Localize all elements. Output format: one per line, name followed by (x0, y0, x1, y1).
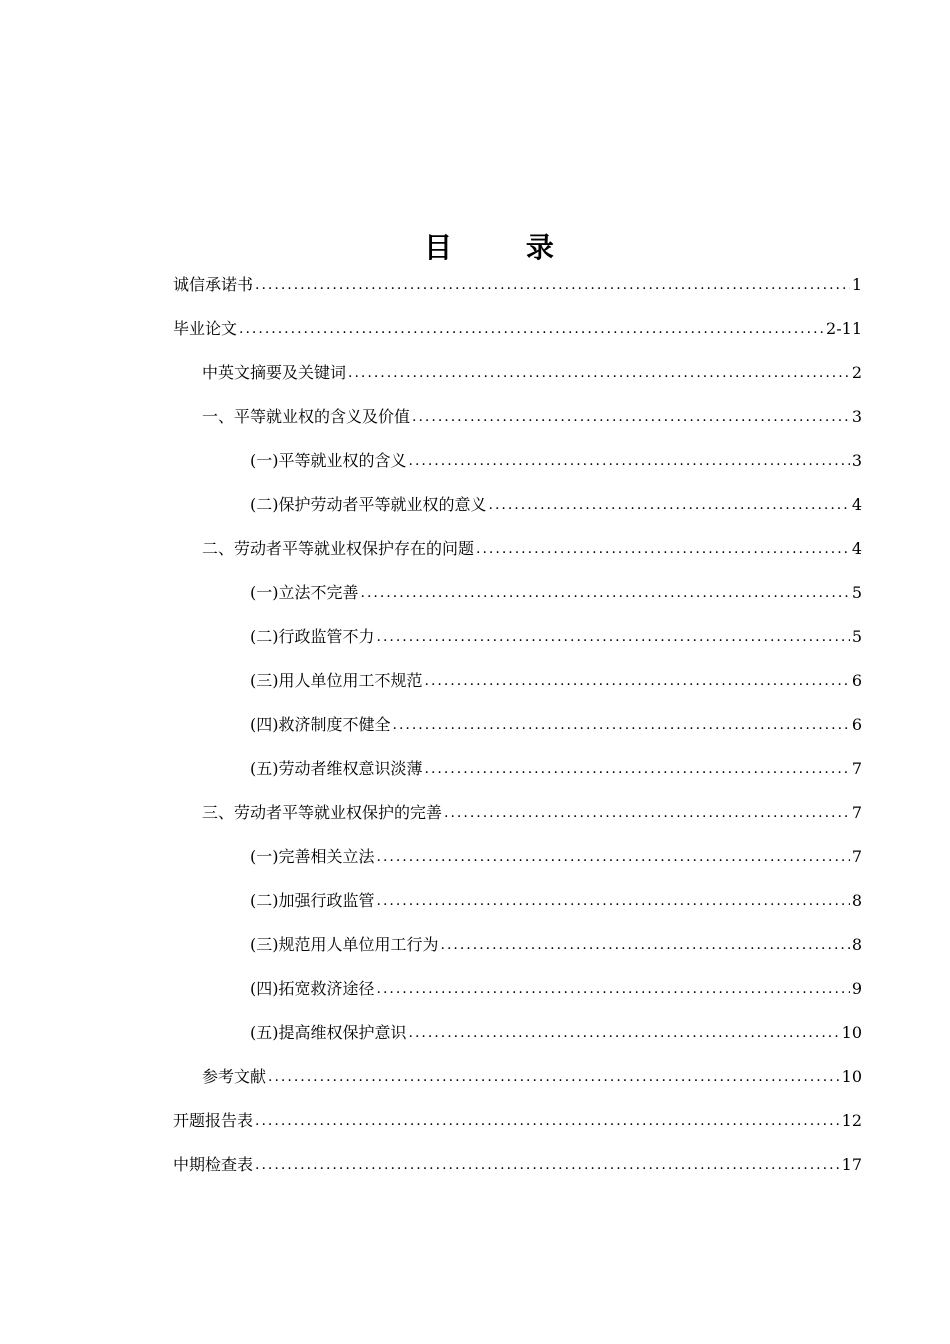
toc-leader-dots (377, 974, 850, 1004)
toc-entry[interactable] (250, 666, 862, 696)
toc-entry-label: 中期检查表 (173, 1155, 254, 1174)
toc-leader-dots (409, 1018, 840, 1048)
toc-entry-label: 诚信承诺书 (173, 275, 254, 294)
toc-entry[interactable] (250, 842, 862, 872)
toc-leader-dots (377, 622, 850, 652)
toc-entry[interactable] (250, 446, 862, 476)
toc-leader-dots (412, 402, 850, 432)
toc-entry-label: (一)立法不完善 (250, 583, 359, 602)
toc-title: 目 录 (424, 231, 586, 264)
toc-entry-label: (五)劳动者维权意识淡薄 (250, 759, 423, 778)
toc-entry[interactable] (250, 710, 862, 740)
toc-entry-page: 6 (851, 671, 862, 690)
toc-leader-dots (268, 1062, 840, 1092)
toc-entry-label: 毕业论文 (173, 319, 238, 338)
toc-entry-label: (一)完善相关立法 (250, 847, 375, 866)
toc-entry-page: 2-11 (826, 319, 862, 338)
toc-entry[interactable] (250, 886, 862, 916)
toc-entry-page: 7 (851, 759, 862, 778)
toc-entry-page: 17 (841, 1155, 862, 1174)
toc-entry[interactable] (173, 314, 862, 344)
toc-entry[interactable] (250, 490, 862, 520)
toc-entry[interactable] (173, 1150, 862, 1180)
toc-leader-dots (255, 1150, 840, 1180)
toc-entry-label: (二)加强行政监管 (250, 891, 375, 910)
toc-leader-dots (255, 1106, 840, 1136)
toc-entry-page: 5 (851, 583, 862, 602)
toc-leader-dots (348, 358, 850, 388)
toc-leader-dots (377, 842, 850, 872)
toc-entry[interactable] (173, 1106, 862, 1136)
toc-entry-label: (四)救济制度不健全 (250, 715, 391, 734)
toc-entry-label: 三、劳动者平等就业权保护的完善 (202, 803, 443, 822)
toc-entry[interactable] (250, 930, 862, 960)
toc-entry-page: 9 (851, 979, 862, 998)
toc-entry[interactable] (250, 1018, 862, 1048)
toc-entry-label: 开题报告表 (173, 1111, 254, 1130)
toc-entry-page: 7 (851, 803, 862, 822)
toc-entry-label: (二)保护劳动者平等就业权的意义 (250, 495, 487, 514)
toc-entry-page: 8 (851, 891, 862, 910)
toc-entry[interactable] (250, 974, 862, 1004)
toc-entry-page: 4 (851, 495, 862, 514)
toc-entry[interactable] (250, 622, 862, 652)
toc-leader-dots (377, 886, 850, 916)
toc-entry-page: 10 (841, 1067, 862, 1086)
toc-entry-label: (三)用人单位用工不规范 (250, 671, 423, 690)
toc-entry-page: 2 (851, 363, 862, 382)
toc-leader-dots (255, 270, 850, 300)
toc-entry-label: (四)拓宽救济途径 (250, 979, 375, 998)
toc-entry-label: 参考文献 (202, 1067, 267, 1086)
toc-entry-page: 7 (851, 847, 862, 866)
toc-entry-page: 3 (851, 451, 862, 470)
toc-entry[interactable] (250, 754, 862, 784)
toc-entry-page: 8 (851, 935, 862, 954)
toc-entry[interactable] (173, 270, 862, 300)
toc-entry-page: 12 (841, 1111, 862, 1130)
toc-leader-dots (425, 666, 850, 696)
toc-entry-label: 中英文摘要及关键词 (202, 363, 347, 382)
toc-entry[interactable] (202, 358, 862, 388)
toc-entry[interactable] (250, 578, 862, 608)
toc-entry-page: 4 (851, 539, 862, 558)
toc-leader-dots (393, 710, 850, 740)
toc-entry-page: 5 (851, 627, 862, 646)
toc-entry-label: 二、劳动者平等就业权保护存在的问题 (202, 539, 475, 558)
toc-leader-dots (441, 930, 850, 960)
toc-entry[interactable] (202, 1062, 862, 1092)
toc-leader-dots (409, 446, 850, 476)
toc-entry-label: (三)规范用人单位用工行为 (250, 935, 439, 954)
toc-entry-label: 一、平等就业权的含义及价值 (202, 407, 411, 426)
toc-entry[interactable] (202, 402, 862, 432)
toc-entry-label: (二)行政监管不力 (250, 627, 375, 646)
toc-entry-label: (五)提高维权保护意识 (250, 1023, 407, 1042)
toc-entry-label: (一)平等就业权的含义 (250, 451, 407, 470)
toc-leader-dots (425, 754, 850, 784)
toc-entry[interactable] (202, 798, 862, 828)
toc-leader-dots (489, 490, 850, 520)
toc-leader-dots (444, 798, 850, 828)
toc-leader-dots (239, 314, 824, 344)
toc-entry-page: 10 (841, 1023, 862, 1042)
toc-leader-dots (361, 578, 850, 608)
toc-leader-dots (476, 534, 850, 564)
toc-entry-page: 1 (851, 275, 862, 294)
toc-entry-page: 6 (851, 715, 862, 734)
toc-entry-page: 3 (851, 407, 862, 426)
toc-entry[interactable] (202, 534, 862, 564)
